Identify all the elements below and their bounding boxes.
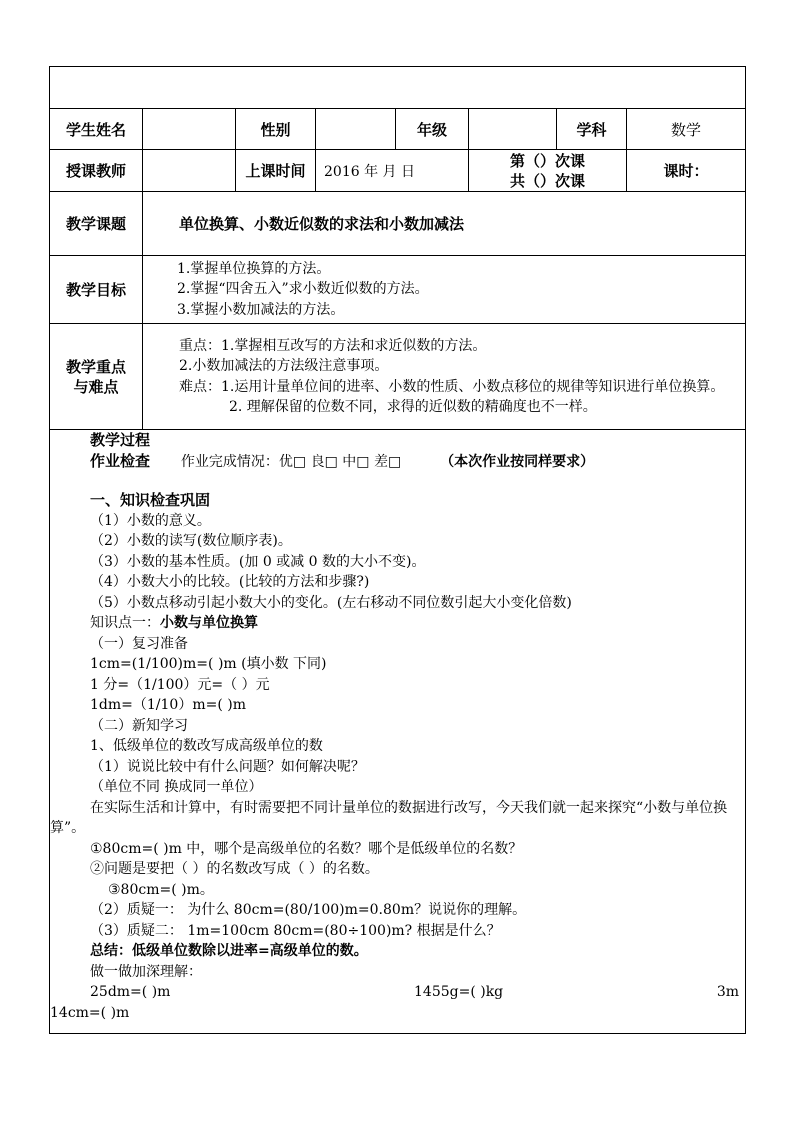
key-points-row (50, 324, 746, 430)
process-title: 教学过程 (90, 431, 151, 449)
conversion-question-2: ②问题是要把（ ）的名数改写成（ ）的名数。 (90, 861, 379, 877)
grade-value[interactable] (469, 109, 557, 150)
conversion-question-1: ①80cm=( )m 中，哪个是高级单位的名数？哪个是低级单位的名数？ (90, 840, 523, 857)
key-point-line: 2. 理解保留的位数不同，求得的近似数的精确度也不一样。 (229, 399, 597, 415)
conversion-question-3: ③80cm=( )m。 (108, 881, 214, 898)
subject-value: 数学 (627, 109, 746, 150)
student-name-value[interactable] (143, 109, 236, 150)
class-date: 2016 年 月 日 (316, 150, 469, 192)
knowledge-point-1 (50, 613, 745, 634)
prep-exercise: 1 分=（1/100）元=（ ）元 (90, 676, 270, 693)
teacher-label: 授课教师 (50, 150, 143, 192)
question-1-answer: （单位不同 换成同一单位） (90, 779, 263, 795)
summary-text: 低级单位数除以进率=高级单位的数。 (132, 943, 368, 959)
teaching-process-cell (50, 430, 746, 1034)
session-total: 共（）次课 (509, 171, 585, 190)
doubt-1: （2）质疑一： 为什么 80cm=(80/100)m=0.80m？说说你的理解。 (90, 902, 527, 918)
teacher-value[interactable] (143, 150, 236, 192)
blank-header-row (50, 67, 746, 109)
key-point-line: 重点：1.掌握相互改写的方法和求近似数的方法。 (179, 337, 487, 354)
session-count (469, 150, 627, 192)
topic-value: 单位换算、小数近似数的求法和小数加减法 (143, 192, 746, 256)
blank-header-cell (50, 67, 746, 109)
key-points-content (143, 324, 746, 430)
lesson-plan-table (49, 66, 746, 1034)
practice-exercise-4: 14cm=( )m (50, 1004, 130, 1021)
student-row (50, 109, 746, 150)
summary-prefix: 总结： (90, 943, 132, 959)
review-item: （1）小数的意义。 (90, 512, 211, 529)
class-hours-label: 课时： (627, 150, 746, 192)
review-item: （5）小数点移动引起小数大小的变化。(左右移动不同位数引起大小变化倍数) (90, 594, 572, 611)
knowledge-point-prefix: 知识点一： (90, 615, 160, 631)
key-point-line: 2.小数加减法的方法级注意事项。 (179, 358, 389, 374)
homework-check-line (50, 451, 745, 473)
new-learning-title: （二）新知学习 (90, 717, 188, 734)
subject-label: 学科 (557, 109, 627, 150)
practice-line (50, 982, 745, 1003)
knowledge-point-title: 小数与单位换算 (160, 615, 258, 631)
review-prep-title: （一）复习准备 (90, 635, 188, 652)
goal-item: 1.掌握单位换算的方法。 (177, 260, 331, 277)
doubt-2: （3）质疑二： 1m=100cm 80cm=(80÷100)m? 根据是什么？ (90, 922, 501, 939)
low-to-high-unit-title: 1、低级单位的数改写成高级单位的数 (90, 738, 323, 754)
summary-line (50, 941, 745, 962)
gender-value[interactable] (316, 109, 396, 150)
session-current: 第（）次课 (509, 151, 585, 170)
key-points-label (50, 324, 143, 430)
prep-exercise: 1dm=（1/10）m=( )m (90, 697, 246, 713)
goal-item: 2.掌握“四舍五入”求小数近似数的方法。 (177, 281, 429, 298)
practice-exercise-2: 1455g=( )kg (414, 984, 504, 1000)
topic-row (50, 192, 746, 256)
student-name-label: 学生姓名 (50, 109, 143, 150)
process-row (50, 430, 746, 1034)
prep-exercise: 1cm=(1/100)m=( )m (填小数 下同) (90, 656, 327, 672)
class-time-label: 上课时间 (236, 150, 316, 192)
goals-row (50, 256, 746, 324)
key-points-label-line2: 与难点 (73, 377, 119, 396)
practice-exercise-3: 3m (716, 984, 739, 1000)
key-point-line: 难点：1.运用计量单位间的进率、小数的性质、小数点移位的规律等知识进行单位换算。 (179, 378, 725, 395)
practice-exercise-1: 25dm=( )m (90, 984, 171, 1000)
homework-note: （本次作业按同样要求） (440, 453, 595, 470)
grade-label: 年级 (396, 109, 469, 150)
homework-check-label: 作业检查 (90, 451, 151, 470)
goal-item: 3.掌握小数加减法的方法。 (177, 301, 345, 318)
goals-label: 教学目标 (50, 256, 143, 324)
review-item: （2）小数的读写(数位顺序表)。 (90, 533, 292, 549)
key-points-label-line1: 教学重点 (65, 357, 126, 376)
gender-label: 性别 (236, 109, 316, 150)
intro-paragraph: 在实际生活和计算中，有时需要把不同计量单位的数据进行改写，今天我们就一起来探究“小数与单位换算”。 (50, 799, 728, 836)
section-knowledge-check: 一、知识检查巩固 (90, 491, 211, 509)
practice-title: 做一做加深理解： (90, 963, 202, 980)
goals-list (143, 256, 746, 324)
topic-label: 教学课题 (50, 192, 143, 256)
homework-completion: 作业完成情况：优□ 良□ 中□ 差□ (180, 453, 402, 470)
question-1: （1）说说比较中有什么问题？如何解决呢？ (90, 758, 365, 775)
teacher-row (50, 150, 746, 192)
review-item: （3）小数的基本性质。(加 0 或减 0 数的大小不变)。 (90, 553, 426, 570)
review-item: （4）小数大小的比较。(比较的方法和步骤?) (90, 574, 370, 590)
